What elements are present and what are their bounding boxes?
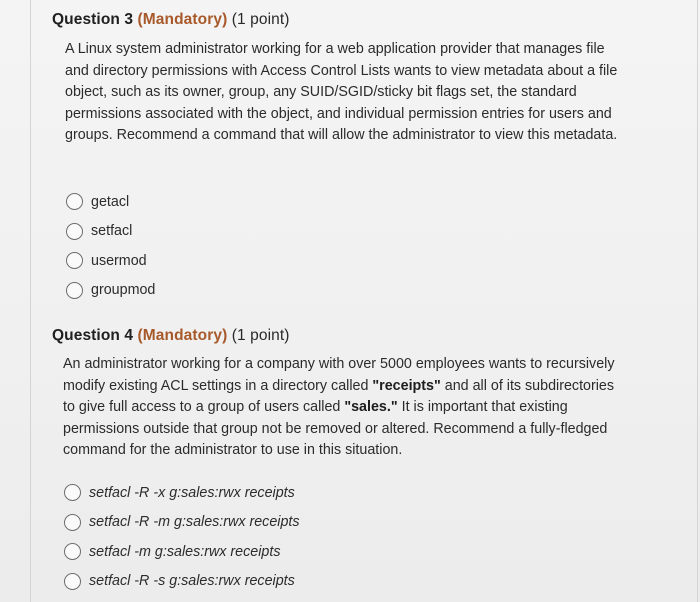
question-3-option-4[interactable]: [66, 276, 155, 306]
option-label: setfacl -R -x g:sales:rwx receipts: [89, 484, 295, 501]
question-3-options: [66, 187, 155, 305]
question-3-mandatory: (Mandatory): [137, 11, 228, 28]
option-label: setfacl: [91, 223, 133, 240]
question-4-text: [63, 354, 625, 462]
question-3-option-1[interactable]: [66, 187, 155, 217]
question-3-option-2[interactable]: [66, 217, 155, 247]
question-3-option-3[interactable]: [66, 246, 155, 276]
question-4-title: Question 4: [52, 327, 134, 344]
option-label: setfacl -R -s g:sales:rwx receipts: [89, 573, 295, 590]
question-4-options: [64, 478, 300, 596]
option-label: getacl: [91, 193, 130, 210]
question-3-text: A Linux system administrator working for a web application provider that manages file and directory permissions with Access Control Lists wants to view metadata about a file object, such as its owner, group, any SUID/SGID/sticky bit flags set, the standard permissions associated with the object, and individual permission entries for users and groups. Recommend a command that will allow the administrator to view this metadata.: [65, 41, 618, 144]
option-label: usermod: [91, 252, 147, 269]
group-name: "sales.": [344, 399, 398, 416]
radio-button[interactable]: [66, 193, 83, 210]
option-label: setfacl -m g:sales:rwx receipts: [89, 543, 281, 560]
question-4-points: (1 point): [231, 327, 290, 344]
question-4-header: [52, 327, 652, 345]
radio-button[interactable]: [64, 484, 81, 501]
question-4-mandatory: (Mandatory): [137, 327, 228, 344]
question-4: [52, 327, 652, 462]
directory-name: "receipts": [372, 377, 441, 394]
question-3-points: (1 point): [231, 11, 290, 28]
radio-button[interactable]: [64, 573, 81, 590]
radio-button[interactable]: [66, 252, 83, 269]
question-3: [52, 11, 652, 147]
option-label: setfacl -R -m g:sales:rwx receipts: [89, 514, 300, 531]
radio-button[interactable]: [66, 282, 83, 299]
question-3-header: [52, 11, 652, 29]
radio-button[interactable]: [64, 514, 81, 531]
radio-button[interactable]: [64, 543, 81, 560]
question-4-option-2[interactable]: [64, 508, 300, 538]
question-4-text-part-2: and all of its subdirectories to give full access to a group of users called: [63, 377, 615, 416]
question-4-option-3[interactable]: [64, 537, 300, 567]
option-label: groupmod: [91, 282, 156, 299]
question-4-option-1[interactable]: [64, 478, 300, 508]
question-4-text-part-1: An administrator working for a company with over 5000 employees wants to recursively modify existing ACL settings in a directory called: [63, 356, 615, 394]
question-4-text-part-3: It is important that existing permissions outside that group not be removed or altered. Recommend a fully-fledged command for the administrator to use in this situation.: [63, 399, 608, 459]
radio-button[interactable]: [66, 223, 83, 240]
question-3-title: Question 3: [52, 11, 134, 28]
question-4-option-4[interactable]: [64, 567, 300, 597]
